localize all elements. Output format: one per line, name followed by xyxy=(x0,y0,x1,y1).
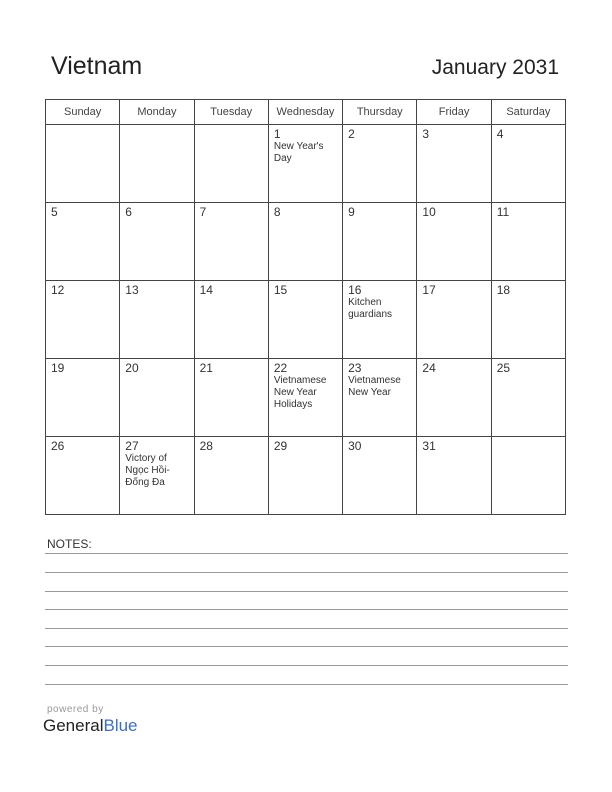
day-number: 15 xyxy=(273,283,288,297)
day-cell xyxy=(417,125,491,203)
day-number: 2 xyxy=(348,127,355,141)
note-line xyxy=(45,646,568,647)
weekday-wednesday: Wednesday xyxy=(268,100,342,125)
day-cell xyxy=(343,359,417,437)
day-cell xyxy=(343,203,417,281)
day-cell xyxy=(46,281,120,359)
day-cell xyxy=(417,359,491,437)
week-row xyxy=(46,437,566,515)
day-number: 9 xyxy=(348,205,355,219)
day-number: 7 xyxy=(199,205,207,219)
day-cell xyxy=(491,125,565,203)
day-number: 10 xyxy=(422,205,436,219)
holiday-label: Vietnamese New Year xyxy=(348,375,401,398)
brand-blue: Blue xyxy=(103,716,138,735)
holiday-label: Victory of Ngọc Hồi-Đống Đa xyxy=(125,453,170,488)
weekday-tuesday: Tuesday xyxy=(194,100,268,125)
day-number: 22 xyxy=(273,361,288,375)
day-number: 17 xyxy=(422,283,436,297)
day-number: 11 xyxy=(496,205,510,219)
day-number: 12 xyxy=(51,283,65,297)
day-number: 28 xyxy=(199,439,213,453)
calendar-grid xyxy=(45,99,566,515)
powered-by-text: powered by xyxy=(47,704,104,715)
day-cell xyxy=(120,437,194,515)
note-line xyxy=(45,572,568,573)
day-cell xyxy=(120,125,194,203)
day-number: 21 xyxy=(199,361,213,375)
week-row xyxy=(46,281,566,359)
day-number: 27 xyxy=(125,439,139,453)
day-number: 30 xyxy=(348,439,362,453)
day-number: 29 xyxy=(273,439,288,453)
country-title: Vietnam xyxy=(51,52,143,80)
month-title: January 2031 xyxy=(431,56,559,79)
day-cell xyxy=(46,359,120,437)
week-row xyxy=(46,125,566,203)
weekday-friday: Friday xyxy=(417,100,491,125)
day-cell xyxy=(46,125,120,203)
day-number: 25 xyxy=(496,361,511,375)
generalblue-logo xyxy=(43,716,138,736)
day-number: 18 xyxy=(496,283,511,297)
weekday-header-row xyxy=(46,100,566,125)
holiday-label: New Year's Day xyxy=(273,141,324,164)
day-number: 13 xyxy=(125,283,139,297)
note-line xyxy=(45,553,568,554)
day-cell xyxy=(194,281,268,359)
note-line xyxy=(45,684,568,685)
notes-label: NOTES: xyxy=(47,537,92,551)
holiday-label: Vietnamese New Year Holidays xyxy=(273,375,327,410)
day-cell xyxy=(417,203,491,281)
day-cell xyxy=(268,281,342,359)
day-number: 14 xyxy=(199,283,213,297)
day-cell xyxy=(194,203,268,281)
day-number: 31 xyxy=(422,439,436,453)
day-number: 26 xyxy=(51,439,65,453)
note-line xyxy=(45,665,568,666)
note-line xyxy=(45,628,568,629)
day-cell xyxy=(268,359,342,437)
day-number: 19 xyxy=(51,361,65,375)
day-cell xyxy=(417,281,491,359)
week-row xyxy=(46,359,566,437)
day-cell xyxy=(491,437,565,515)
brand-general: General xyxy=(43,716,104,735)
day-number: 6 xyxy=(125,205,132,219)
day-cell xyxy=(120,203,194,281)
day-cell xyxy=(268,125,342,203)
day-number: 4 xyxy=(496,127,504,141)
day-cell xyxy=(491,203,565,281)
day-number: 3 xyxy=(422,127,430,141)
weekday-sunday: Sunday xyxy=(46,100,120,125)
day-cell xyxy=(46,203,120,281)
note-line xyxy=(45,609,568,610)
day-cell xyxy=(194,125,268,203)
day-cell xyxy=(268,437,342,515)
weekday-saturday: Saturday xyxy=(491,100,565,125)
day-cell xyxy=(343,437,417,515)
day-cell xyxy=(194,437,268,515)
day-number: 20 xyxy=(125,361,139,375)
weekday-monday: Monday xyxy=(120,100,194,125)
day-cell xyxy=(491,281,565,359)
day-cell xyxy=(491,359,565,437)
day-cell xyxy=(120,359,194,437)
day-number: 16 xyxy=(348,283,362,297)
day-number: 5 xyxy=(51,205,58,219)
day-cell xyxy=(417,437,491,515)
day-cell xyxy=(268,203,342,281)
day-cell xyxy=(194,359,268,437)
day-cell xyxy=(120,281,194,359)
day-number: 1 xyxy=(273,127,281,141)
day-number: 23 xyxy=(348,361,362,375)
day-cell xyxy=(343,125,417,203)
weekday-thursday: Thursday xyxy=(343,100,417,125)
week-row xyxy=(46,203,566,281)
day-number: 8 xyxy=(273,205,281,219)
day-cell xyxy=(343,281,417,359)
note-line xyxy=(45,591,568,592)
day-cell xyxy=(46,437,120,515)
holiday-label: Kitchen guardians xyxy=(348,297,393,320)
day-number: 24 xyxy=(422,361,436,375)
